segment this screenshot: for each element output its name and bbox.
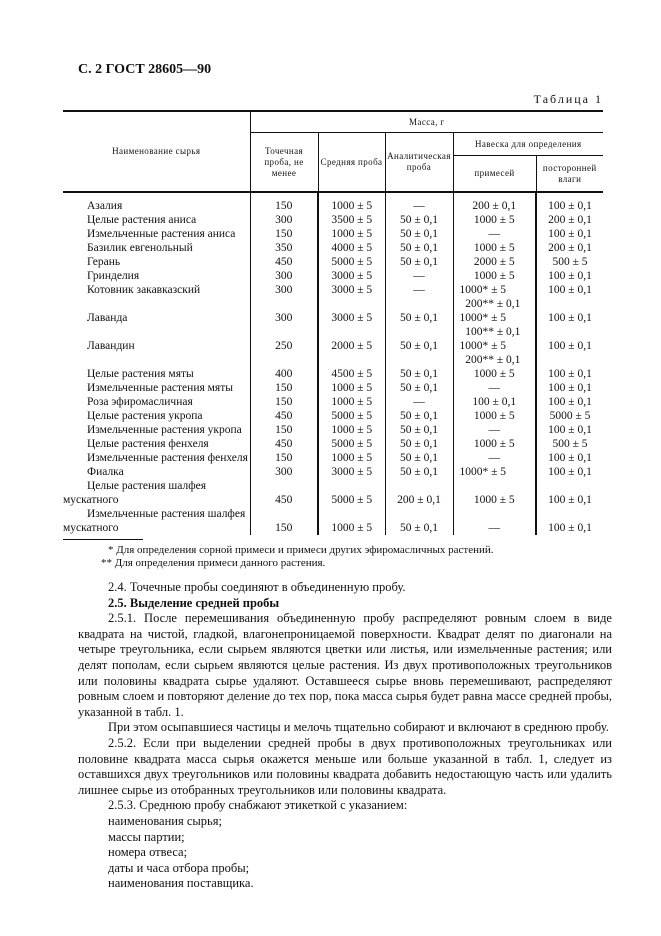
raw-material-mass-table: [63, 110, 603, 535]
col-header-sample: Навеска для определения: [453, 133, 603, 156]
list-item: массы партии;: [108, 829, 185, 844]
cell-name: Целые растения мяты: [87, 368, 194, 380]
table-row: [63, 409, 603, 423]
cell-impurity: 2000 ± 5: [453, 255, 536, 269]
cell-analytic: —: [385, 269, 453, 283]
cell-name: Измельченные растения аниса: [87, 228, 236, 240]
cell-average: 1000 ± 5: [318, 423, 385, 437]
col-header-moisture: посторонней влаги: [536, 156, 603, 193]
col-header-average: Средняя проба: [318, 133, 385, 193]
cell-name: Целые растения шалфея мускатного: [63, 480, 207, 506]
cell-average: 1000 ± 5: [318, 227, 385, 241]
cell-analytic: 50 ± 0,1: [385, 465, 453, 479]
cell-moisture: 100 ± 0,1: [536, 451, 603, 465]
cell-average: 4500 ± 5: [318, 367, 385, 381]
cell-average: 3000 ± 5: [318, 465, 385, 479]
table-caption: Таблица 1: [533, 92, 603, 106]
cell-impurity: 200 ± 0,1: [453, 192, 536, 213]
table-row: [63, 367, 603, 381]
cell-name: Целые растения аниса: [87, 214, 197, 226]
cell-moisture: 100 ± 0,1: [536, 311, 603, 339]
cell-average: 1000 ± 5: [318, 451, 385, 465]
cell-moisture: 100 ± 0,1: [536, 367, 603, 381]
cell-impurity: 1000* ± 5 200** ± 0,1: [453, 339, 536, 367]
table-row: [63, 451, 603, 465]
cell-name: Азалия: [87, 200, 123, 212]
table-row: [63, 311, 603, 339]
cell-point: 450: [250, 255, 318, 269]
cell-moisture: 100 ± 0,1: [536, 339, 603, 367]
section-heading: 2.5. Выделение средней пробы: [108, 595, 280, 610]
cell-name: Фиалка: [87, 466, 124, 478]
cell-analytic: 50 ± 0,1: [385, 339, 453, 367]
table-row: [63, 269, 603, 283]
list-item: номера отвеса;: [108, 845, 188, 860]
cell-point: 150: [250, 381, 318, 395]
cell-name: Котовник закавказский: [87, 284, 201, 296]
cell-moisture: 100 ± 0,1: [536, 283, 603, 311]
table-row: [63, 507, 603, 535]
paragraph: 2.4. Точечные пробы соединяют в объединенную пробу.: [108, 580, 406, 594]
cell-impurity: 1000* ± 5 200** ± 0,1: [453, 283, 536, 311]
table-row: [63, 227, 603, 241]
cell-moisture: 200 ± 0,1: [536, 241, 603, 255]
cell-point: 150: [250, 192, 318, 213]
cell-point: 450: [250, 479, 318, 507]
cell-point: 150: [250, 507, 318, 535]
body-text: [78, 580, 612, 892]
cell-point: 300: [250, 465, 318, 479]
table-row: [63, 283, 603, 311]
table-row: [63, 339, 603, 367]
cell-average: 3000 ± 5: [318, 311, 385, 339]
cell-moisture: 500 ± 5: [536, 255, 603, 269]
cell-average: 5000 ± 5: [318, 409, 385, 423]
cell-point: 450: [250, 437, 318, 451]
cell-analytic: 50 ± 0,1: [385, 311, 453, 339]
cell-impurity: —: [453, 507, 536, 535]
cell-point: 300: [250, 269, 318, 283]
cell-impurity: 1000 ± 5: [453, 409, 536, 423]
cell-name: Лаванда: [87, 312, 128, 324]
cell-moisture: 100 ± 0,1: [536, 395, 603, 409]
cell-point: 300: [250, 283, 318, 311]
cell-analytic: 50 ± 0,1: [385, 507, 453, 535]
cell-name: Герань: [87, 256, 121, 268]
cell-point: 450: [250, 409, 318, 423]
cell-average: 3500 ± 5: [318, 213, 385, 227]
cell-point: 300: [250, 213, 318, 227]
cell-moisture: 100 ± 0,1: [536, 381, 603, 395]
cell-average: 4000 ± 5: [318, 241, 385, 255]
col-header-impurity: примесей: [453, 156, 536, 193]
cell-moisture: 500 ± 5: [536, 437, 603, 451]
cell-average: 3000 ± 5: [318, 269, 385, 283]
table-row: [63, 192, 603, 213]
cell-analytic: —: [385, 192, 453, 213]
cell-analytic: 50 ± 0,1: [385, 367, 453, 381]
cell-name: Роза эфиромасличная: [87, 396, 193, 408]
cell-impurity: —: [453, 451, 536, 465]
paragraph: 2.5.2. Если при выделении средней пробы в двух противоположных треугольниках или половине квадрата масса сырья окажется меньше или больше указанной в табл. 1, следует из оставшихся двух треугольников или половины квадрата добавить недостающую часть или удалить лишнее сырье из отобранных треугольников или половины квадрата.: [78, 735, 612, 797]
cell-impurity: —: [453, 227, 536, 241]
cell-average: 5000 ± 5: [318, 255, 385, 269]
cell-impurity: 1000* ± 5: [453, 465, 536, 479]
footnote-2: ** Для определения примеси данного растения.: [101, 557, 326, 569]
cell-point: 300: [250, 311, 318, 339]
cell-point: 350: [250, 241, 318, 255]
col-header-mass: Масса, г: [250, 111, 603, 133]
cell-moisture: 100 ± 0,1: [536, 465, 603, 479]
table-row: [63, 395, 603, 409]
table-row: [63, 241, 603, 255]
page-header: С. 2 ГОСТ 28605—90: [78, 62, 212, 77]
cell-average: 2000 ± 5: [318, 339, 385, 367]
col-header-analytic: Аналитическая проба: [385, 133, 453, 193]
cell-analytic: 50 ± 0,1: [385, 227, 453, 241]
cell-average: 3000 ± 5: [318, 283, 385, 311]
cell-name: Гринделия: [87, 270, 140, 282]
cell-moisture: 100 ± 0,1: [536, 269, 603, 283]
table-row: [63, 381, 603, 395]
cell-analytic: 50 ± 0,1: [385, 213, 453, 227]
cell-impurity: —: [453, 381, 536, 395]
cell-moisture: 100 ± 0,1: [536, 479, 603, 507]
cell-average: 1000 ± 5: [318, 192, 385, 213]
cell-impurity: 1000 ± 5: [453, 437, 536, 451]
cell-name: Измельченные растения шалфея мускатного: [63, 508, 246, 534]
cell-point: 150: [250, 423, 318, 437]
cell-name: Измельченные растения фенхеля: [87, 452, 248, 464]
table-row: [63, 437, 603, 451]
table-row: [63, 255, 603, 269]
cell-name: Целые растения фенхеля: [87, 438, 209, 450]
cell-point: 250: [250, 339, 318, 367]
footnote-divider: [63, 539, 143, 540]
cell-point: 150: [250, 451, 318, 465]
list-item: даты и часа отбора пробы;: [108, 860, 250, 875]
table-row: [63, 479, 603, 507]
cell-average: 5000 ± 5: [318, 479, 385, 507]
cell-analytic: 50 ± 0,1: [385, 241, 453, 255]
table-row: [63, 465, 603, 479]
cell-name: Базилик евгенольный: [87, 242, 193, 254]
cell-point: 150: [250, 395, 318, 409]
cell-name: Измельченные растения мяты: [87, 382, 233, 394]
cell-impurity: 1000* ± 5 100** ± 0,1: [453, 311, 536, 339]
cell-average: 5000 ± 5: [318, 437, 385, 451]
cell-average: 1000 ± 5: [318, 395, 385, 409]
cell-average: 1000 ± 5: [318, 507, 385, 535]
col-header-point: Точечная проба, не менее: [250, 133, 318, 193]
cell-analytic: 50 ± 0,1: [385, 423, 453, 437]
cell-name: Целые растения укропа: [87, 410, 203, 422]
list-item: наименования сырья;: [108, 813, 222, 828]
cell-average: 1000 ± 5: [318, 381, 385, 395]
cell-impurity: 1000 ± 5: [453, 367, 536, 381]
list-item: наименования поставщика.: [108, 876, 254, 891]
paragraph: При этом осыпавшиеся частицы и мелочь тщательно собирают и включают в среднюю пробу.: [108, 720, 609, 735]
table-row: [63, 213, 603, 227]
cell-moisture: 5000 ± 5: [536, 409, 603, 423]
footnote-1: * Для определения сорной примеси и примеси других эфиромасличных растений.: [108, 544, 494, 556]
cell-point: 150: [250, 227, 318, 241]
cell-analytic: —: [385, 395, 453, 409]
col-header-name: Наименование сырья: [63, 111, 250, 192]
cell-analytic: 50 ± 0,1: [385, 255, 453, 269]
cell-moisture: 200 ± 0,1: [536, 213, 603, 227]
cell-impurity: 1000 ± 5: [453, 269, 536, 283]
cell-impurity: 1000 ± 5: [453, 241, 536, 255]
paragraph: 2.5.1. После перемешивания объединенную пробу распределяют ровным слоем в виде квадрата на чистой, гладкой, влагонепроницаемой поверхности. Квадрат делят по диагонали на четыре треугольника, если сырьем являются цветки или листья, или измельченные растения; или делят пополам, если сырьем являются целые растения. Из двух противоположных треугольников или половины квадрата сырье удаляют. Оставшееся сырье вновь перемешивают, распределяют ровным слоем и повторяют деление до тех пор, пока масса сырья будет равна массе средней пробы, указанной в табл. 1.: [78, 611, 612, 719]
cell-analytic: 50 ± 0,1: [385, 409, 453, 423]
cell-impurity: 100 ± 0,1: [453, 395, 536, 409]
cell-point: 400: [250, 367, 318, 381]
cell-name: Измельченные растения укропа: [87, 424, 242, 436]
cell-moisture: 100 ± 0,1: [536, 423, 603, 437]
cell-impurity: 1000 ± 5: [453, 479, 536, 507]
cell-analytic: 200 ± 0,1: [385, 479, 453, 507]
paragraph: 2.5.3. Среднюю пробу снабжают этикеткой с указанием:: [108, 798, 408, 813]
cell-analytic: 50 ± 0,1: [385, 381, 453, 395]
cell-analytic: —: [385, 283, 453, 311]
cell-analytic: 50 ± 0,1: [385, 451, 453, 465]
cell-analytic: 50 ± 0,1: [385, 437, 453, 451]
cell-moisture: 100 ± 0,1: [536, 227, 603, 241]
cell-name: Лавандин: [87, 340, 135, 352]
table-row: [63, 423, 603, 437]
cell-impurity: 1000 ± 5: [453, 213, 536, 227]
cell-moisture: 100 ± 0,1: [536, 192, 603, 213]
cell-moisture: 100 ± 0,1: [536, 507, 603, 535]
cell-impurity: —: [453, 423, 536, 437]
